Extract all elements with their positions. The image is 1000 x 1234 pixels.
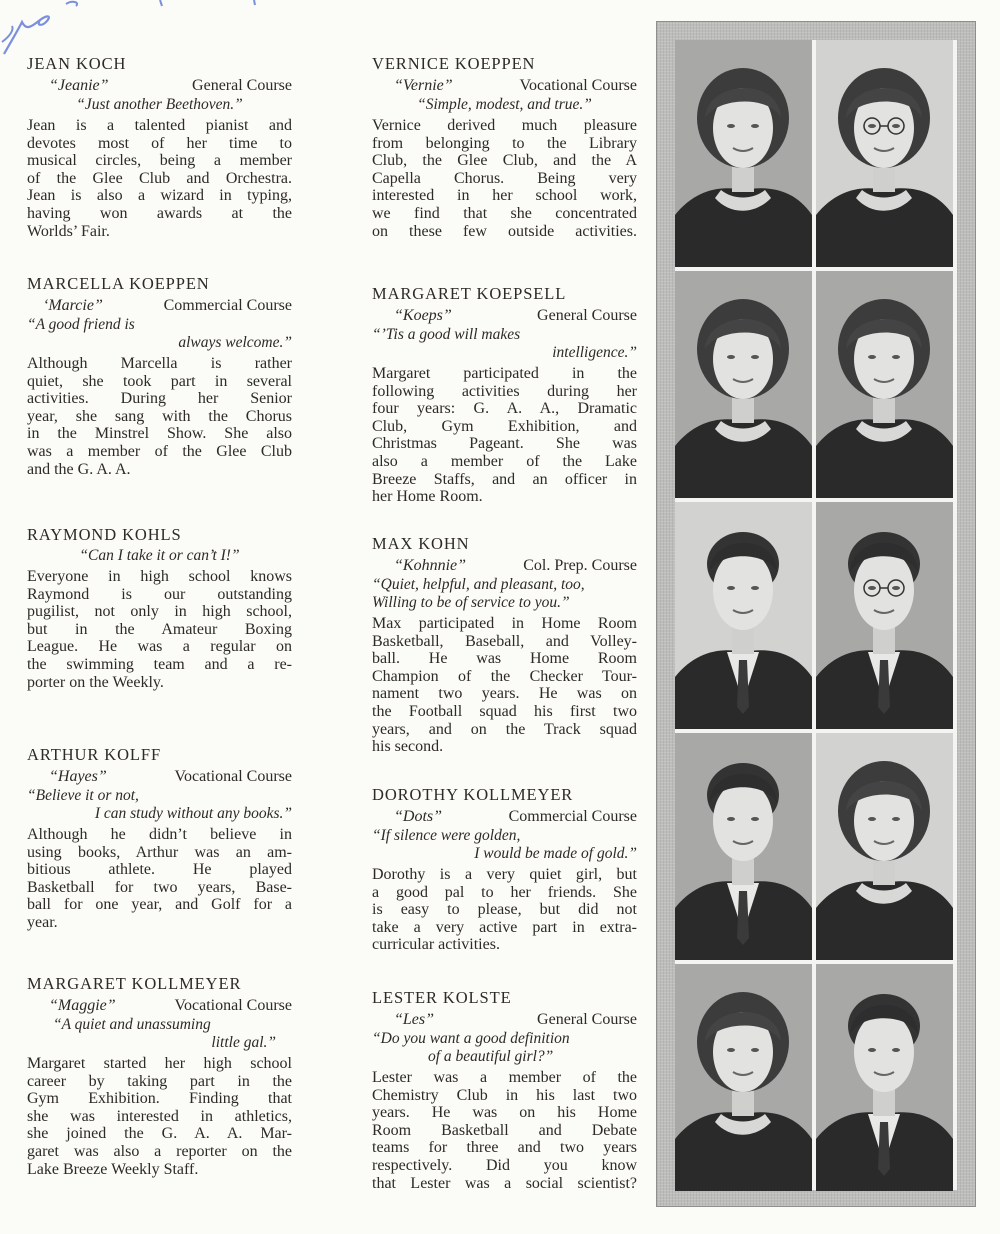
motto-line: “Just another Beethoven.” (76, 96, 243, 113)
bio-line: bitious athlete. He played (27, 861, 292, 879)
student-name: ARTHUR KOLFF (27, 745, 162, 764)
nickname-course (27, 767, 292, 787)
motto (27, 96, 292, 114)
bio-line: is easy to please, but did not (372, 901, 637, 919)
biography (372, 117, 637, 240)
bio-line: Although he didn’t believe in (27, 826, 292, 843)
bio-line: but in the Amateur Boxing (27, 620, 292, 638)
bio-line: interested in her school work, (372, 187, 637, 205)
bio-line: Max participated in Home Room (372, 615, 637, 632)
photo-panel (656, 21, 976, 1207)
biography (27, 355, 292, 478)
motto-line: of a beautiful girl?” (428, 1048, 554, 1065)
bio-line: Basketball for two years, Base- (27, 878, 292, 896)
nickname-course (372, 306, 637, 326)
bio-line: curricular activities. (372, 936, 500, 954)
bio-line: following activities during her (372, 382, 637, 400)
bio-line: she was interested in athletics, (27, 1107, 292, 1125)
bio-line: and the G. A. A. (27, 460, 131, 478)
bio-line: pugilist, not only in high school, (27, 603, 292, 621)
bio-line: also a member of the Lake (372, 452, 637, 470)
course: General Course (537, 1011, 637, 1028)
motto (27, 1016, 292, 1052)
motto-line: “’Tis a good will makes (372, 326, 521, 343)
bio-line: porter on the Weekly. (27, 673, 164, 691)
bio-line: we find that she concentrated (372, 204, 637, 222)
bio-line: Chemistry Club in his last two (372, 1086, 637, 1104)
motto-line: intelligence.” (552, 344, 637, 361)
bio-line: Gym Exhibition. Finding that (27, 1090, 292, 1108)
entry-arthur-kolff (27, 745, 292, 932)
nickname: “Kohnnie” (394, 557, 467, 574)
bio-line: on these few outside activities. (372, 222, 637, 240)
course: Vocational Course (174, 768, 292, 785)
portrait-photo (816, 733, 953, 960)
bio-line: a good pal to her friends. She (372, 883, 637, 901)
bio-line: using books, Arthur was an am- (27, 843, 292, 861)
bio-line: quiet, she took part in several (27, 372, 292, 390)
bio-line: Jean is also a wizard in typing, (27, 187, 292, 205)
nickname: “Koeps” (394, 307, 452, 324)
motto-line: “Do you want a good definition (372, 1030, 570, 1047)
motto-line: “A good friend is (27, 316, 135, 333)
nickname-course (27, 76, 292, 96)
student-name: LESTER KOLSTE (372, 988, 512, 1007)
motto-line: “Can I take it or can’t I!” (79, 547, 240, 564)
motto (372, 1030, 637, 1066)
bio-line: Jean is a talented pianist and (27, 117, 292, 134)
nickname: “Les” (394, 1011, 435, 1028)
motto (372, 827, 637, 863)
bio-line: Vernice derived much pleasure (372, 117, 637, 134)
portrait-photo (675, 40, 812, 267)
bio-line: her Home Room. (372, 488, 483, 506)
entry-margaret-kollmeyer (27, 974, 292, 1178)
student-name: MARGARET KOLLMEYER (27, 974, 242, 993)
bio-line: Basketball, Baseball, and Volley- (372, 632, 637, 650)
bio-line: she joined the G. A. A. Mar- (27, 1125, 292, 1143)
entry-max-kohn (372, 534, 637, 756)
motto (372, 576, 637, 612)
bio-line: nament two years. He was on (372, 685, 637, 703)
bio-line: take a very active part in extra- (372, 918, 637, 936)
bio-line: respectively. Did you know (372, 1156, 637, 1174)
biography (27, 826, 292, 932)
bio-line: Club, the Glee Club, and the A (372, 152, 637, 170)
bio-line: his second. (372, 738, 444, 756)
entry-dorothy-kollmeyer (372, 785, 637, 954)
nickname-course (372, 556, 637, 576)
portrait-photo (675, 733, 812, 960)
bio-line: having won awards at the (27, 204, 292, 222)
bio-line: ball. He was Home Room (372, 650, 637, 668)
bio-line: activities. During her Senior (27, 390, 292, 408)
bio-line: musical circles, being a member (27, 152, 292, 170)
bio-line: Club, Gym Exhibition, and (372, 417, 637, 435)
bio-line: was a member of the Glee Club (27, 442, 292, 460)
entry-jean-koch (27, 54, 292, 240)
bio-line: Champion of the Checker Tour- (372, 667, 637, 685)
nickname-course (372, 1010, 637, 1030)
bio-line: in the Minstrel Show. She also (27, 425, 292, 443)
entry-lester-kolste (372, 988, 637, 1192)
nickname: “Dots” (394, 808, 443, 825)
motto (27, 787, 292, 823)
entry-marcella-koeppen (27, 274, 292, 478)
student-name: MARGARET KOEPSELL (372, 284, 567, 303)
nickname-course (372, 807, 637, 827)
nickname: “Maggie” (49, 997, 116, 1014)
portrait-photo (816, 271, 953, 498)
motto-line: little gal.” (211, 1034, 276, 1051)
biography (372, 615, 637, 756)
motto-line: “Believe it or not, (27, 787, 139, 804)
bio-line: the Football squad his first two (372, 702, 637, 720)
bio-line: Lester was a member of the (372, 1069, 637, 1086)
biography (372, 866, 637, 954)
nickname: ‘Marcie” (43, 297, 103, 314)
bio-line: from belonging to the Library (372, 134, 637, 152)
bio-line: Worlds’ Fair. (27, 222, 110, 240)
motto-line: Willing to be of service to you.” (372, 594, 570, 611)
portrait-photo (675, 271, 812, 498)
bio-line: Although Marcella is rather (27, 355, 292, 372)
bio-line: Margaret participated in the (372, 365, 637, 382)
course: General Course (192, 77, 292, 94)
bio-line: year, she sang with the Chorus (27, 407, 292, 425)
motto-line: always welcome.” (178, 334, 292, 351)
bio-line: Breeze Staffs, and an officer in (372, 470, 637, 488)
portrait-photo (675, 964, 812, 1191)
biography (372, 365, 637, 506)
bio-line: the swimming team and a re- (27, 655, 292, 673)
course: Vocational Course (519, 77, 637, 94)
portrait-photo (675, 502, 812, 729)
handwriting-annotation (0, 0, 300, 60)
portrait-photo (816, 964, 953, 1191)
bio-line: of the Glee Club and Orchestra. (27, 169, 292, 187)
bio-line: Room Basketball and Debate (372, 1121, 637, 1139)
student-name: DOROTHY KOLLMEYER (372, 785, 574, 804)
motto-line: “Quiet, helpful, and pleasant, too, (372, 576, 585, 593)
motto-line: I would be made of gold.” (474, 845, 637, 862)
biography (372, 1069, 637, 1192)
bio-line: devotes most of her time to (27, 134, 292, 152)
bio-line: Christmas Pageant. She was (372, 435, 637, 453)
nickname: “Hayes” (49, 768, 107, 785)
bio-line: ball for one year, and Golf for a (27, 896, 292, 914)
motto (372, 326, 637, 362)
bio-line: Margaret started her high school (27, 1055, 292, 1072)
motto (27, 547, 292, 565)
entry-margaret-koepsell (372, 284, 637, 506)
bio-line: Lake Breeze Weekly Staff. (27, 1160, 199, 1178)
course: Vocational Course (174, 997, 292, 1014)
bio-line: Raymond is our outstanding (27, 585, 292, 603)
bio-line: teams for three and two years (372, 1139, 637, 1157)
bio-line: garet was also a reporter on the (27, 1142, 292, 1160)
nickname-course (27, 296, 292, 316)
bio-line: years, and on the Track squad (372, 720, 637, 738)
photo-grid (675, 40, 957, 1190)
biography (27, 117, 292, 240)
biography (27, 568, 292, 691)
bio-line: Everyone in high school knows (27, 568, 292, 585)
motto (27, 316, 292, 352)
bio-line: years. He was on his Home (372, 1104, 637, 1122)
bio-line: Capella Chorus. Being very (372, 169, 637, 187)
bio-line: Dorothy is a very quiet girl, but (372, 866, 637, 883)
bio-line: year. (27, 913, 58, 931)
student-name: RAYMOND KOHLS (27, 525, 182, 544)
biography (27, 1055, 292, 1178)
motto-line: “If silence were golden, (372, 827, 521, 844)
course: Commercial Course (163, 297, 292, 314)
student-name: MARCELLA KOEPPEN (27, 274, 210, 293)
course: Col. Prep. Course (523, 557, 637, 574)
course: General Course (537, 307, 637, 324)
portrait-photo (816, 502, 953, 729)
bio-line: career by taking part in the (27, 1072, 292, 1090)
portrait-photo (816, 40, 953, 267)
nickname: “Jeanie” (49, 77, 109, 94)
bio-line: four years: G. A. A., Dramatic (372, 400, 637, 418)
motto (372, 96, 637, 114)
course: Commercial Course (508, 808, 637, 825)
entry-raymond-kohls (27, 525, 292, 691)
bio-line: League. He was a regular on (27, 638, 292, 656)
student-name: MAX KOHN (372, 534, 470, 553)
bio-line: that Lester was a social scientist? (372, 1174, 637, 1192)
student-name: VERNICE KOEPPEN (372, 54, 536, 73)
nickname-course (27, 996, 292, 1016)
student-name: JEAN KOCH (27, 54, 127, 73)
nickname: “Vernie” (394, 77, 453, 94)
motto-line: I can study without any books.” (94, 805, 292, 822)
motto-line: “Simple, modest, and true.” (417, 96, 592, 113)
nickname-course (372, 76, 637, 96)
motto-line: “A quiet and unassuming (53, 1016, 211, 1033)
entry-vernice-koeppen (372, 54, 637, 240)
